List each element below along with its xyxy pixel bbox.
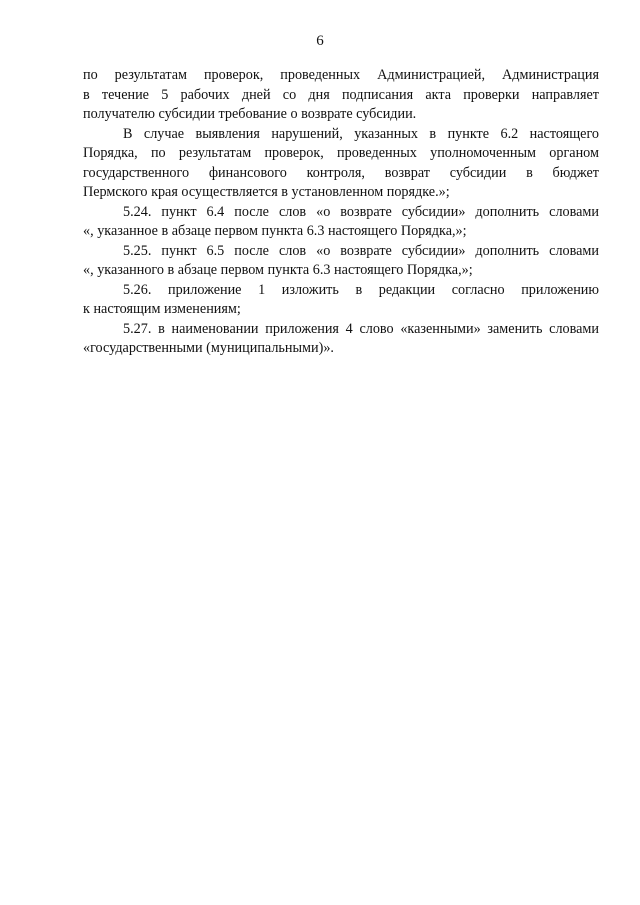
text-line: «, указанного в абзаце первом пункта 6.3 настоящего Порядка,»; [83, 262, 473, 278]
page-number: 6 [316, 33, 324, 49]
item-5-27-line: 5.27. в наименовании приложения 4 слово «казенными» заменить словами [123, 320, 599, 337]
text-line: получателю субсидии требование о возврате субсидии. [83, 106, 417, 122]
text-line: в течение 5 рабочих дней со дня подписания акта проверки направляет [83, 86, 599, 103]
text-line: Пермского края осуществляется в установленном порядке.»; [83, 184, 450, 200]
item-5-24-line: 5.24. пункт 6.4 после слов «о возврате субсидии» дополнить словами [123, 203, 599, 220]
text-line: «государственными (муниципальными)». [83, 340, 334, 356]
text-line: по результатам проверок, проведенных Администрацией, Администрация [83, 67, 599, 83]
item-5-26-line: 5.26. приложение 1 изложить в редакции согласно приложению [123, 281, 599, 298]
text-line: «, указанное в абзаце первом пункта 6.3 настоящего Порядка,»; [83, 223, 467, 239]
paragraph-start-line: В случае выявления нарушений, указанных в пункте 6.2 настоящего [123, 125, 599, 142]
item-5-25-line: 5.25. пункт 6.5 после слов «о возврате субсидии» дополнить словами [123, 242, 599, 259]
text-line: к настоящим изменениям; [83, 301, 241, 317]
text-line: государственного финансового контроля, возврат субсидии в бюджет [83, 164, 599, 181]
text-line: Порядка, по результатам проверок, проведенных уполномоченным органом [83, 145, 599, 161]
document-body [83, 66, 599, 359]
